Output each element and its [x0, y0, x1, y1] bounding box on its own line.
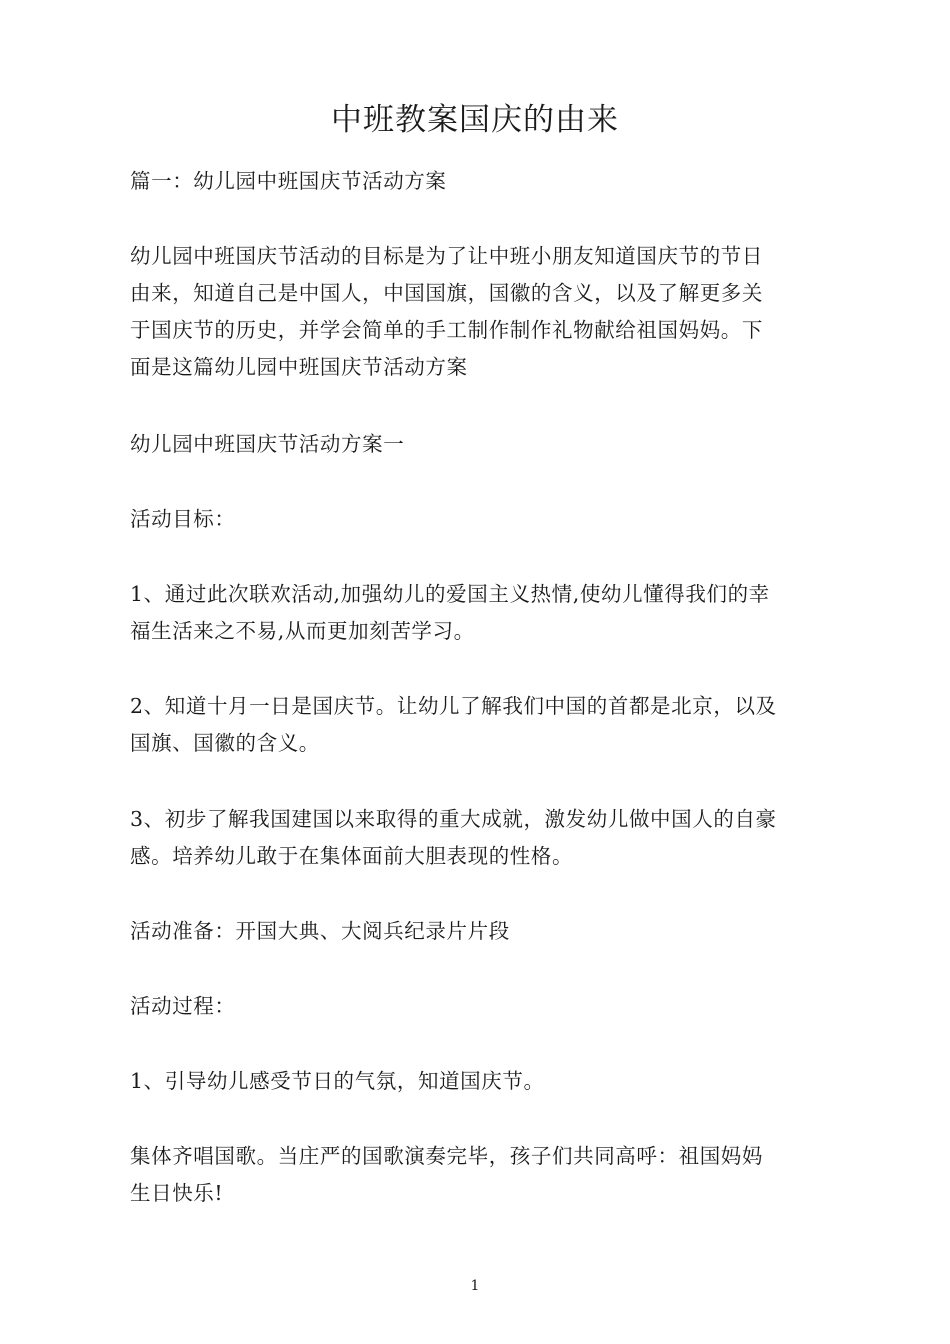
- paragraph-line: 1、通过此次联欢活动,加强幼儿的爱国主义热情,使幼儿懂得我们的幸: [130, 582, 770, 606]
- paragraph-line: 3、初步了解我国建国以来取得的重大成就，激发幼儿做中国人的自豪: [130, 807, 777, 831]
- paragraph-line: 活动准备：开国大典、大阅兵纪录片片段: [130, 919, 510, 943]
- paragraph-line: 集体齐唱国歌。当庄严的国歌演奏完毕，孩子们共同高呼：祖国妈妈: [130, 1144, 763, 1168]
- paragraph-goals-heading: [130, 501, 820, 538]
- paragraph-line: 幼儿园中班国庆节活动的目标是为了让中班小朋友知道国庆节的节日: [130, 244, 763, 268]
- paragraph-line: 活动目标：: [130, 507, 236, 531]
- paragraph-line: 1、引导幼儿感受节日的气氛，知道国庆节。: [130, 1069, 545, 1093]
- paragraph-step-1: [130, 1063, 820, 1100]
- paragraph-line: 福生活来之不易,从而更加刻苦学习。: [130, 619, 475, 643]
- paragraph-plan-heading: [130, 426, 820, 463]
- paragraph-goal-1: [130, 576, 820, 650]
- paragraph-process-heading: [130, 988, 820, 1025]
- page-number: 1: [470, 1278, 480, 1294]
- document-title: 中班教案国庆的由来: [331, 102, 619, 138]
- paragraph-line: 国旗、国徽的含义。: [130, 731, 320, 755]
- paragraph-anthem: [130, 1138, 820, 1212]
- paragraph-line: 面是这篇幼儿园中班国庆节活动方案: [130, 355, 468, 379]
- paragraph-line: 由来，知道自己是中国人，中国国旗，国徽的含义，以及了解更多关: [130, 281, 763, 305]
- paragraph-line: 感。培养幼儿敢于在集体面前大胆表现的性格。: [130, 844, 574, 868]
- paragraph-intro: [130, 238, 820, 386]
- paragraph-line: 活动过程：: [130, 994, 236, 1018]
- paragraph-preparation: [130, 913, 820, 950]
- paragraph-line: 幼儿园中班国庆节活动方案一: [130, 432, 405, 456]
- paragraph-line: 2、知道十月一日是国庆节。让幼儿了解我们中国的首都是北京，以及: [130, 694, 777, 718]
- paragraph-goal-3: [130, 801, 820, 875]
- paragraph-section-heading: [130, 163, 820, 200]
- paragraph-goal-2: [130, 688, 820, 762]
- paragraph-line: 于国庆节的历史，并学会简单的手工制作制作礼物献给祖国妈妈。下: [130, 318, 763, 342]
- paragraph-line: 篇一：幼儿园中班国庆节活动方案: [130, 169, 447, 193]
- paragraph-line: 生日快乐!: [130, 1181, 224, 1205]
